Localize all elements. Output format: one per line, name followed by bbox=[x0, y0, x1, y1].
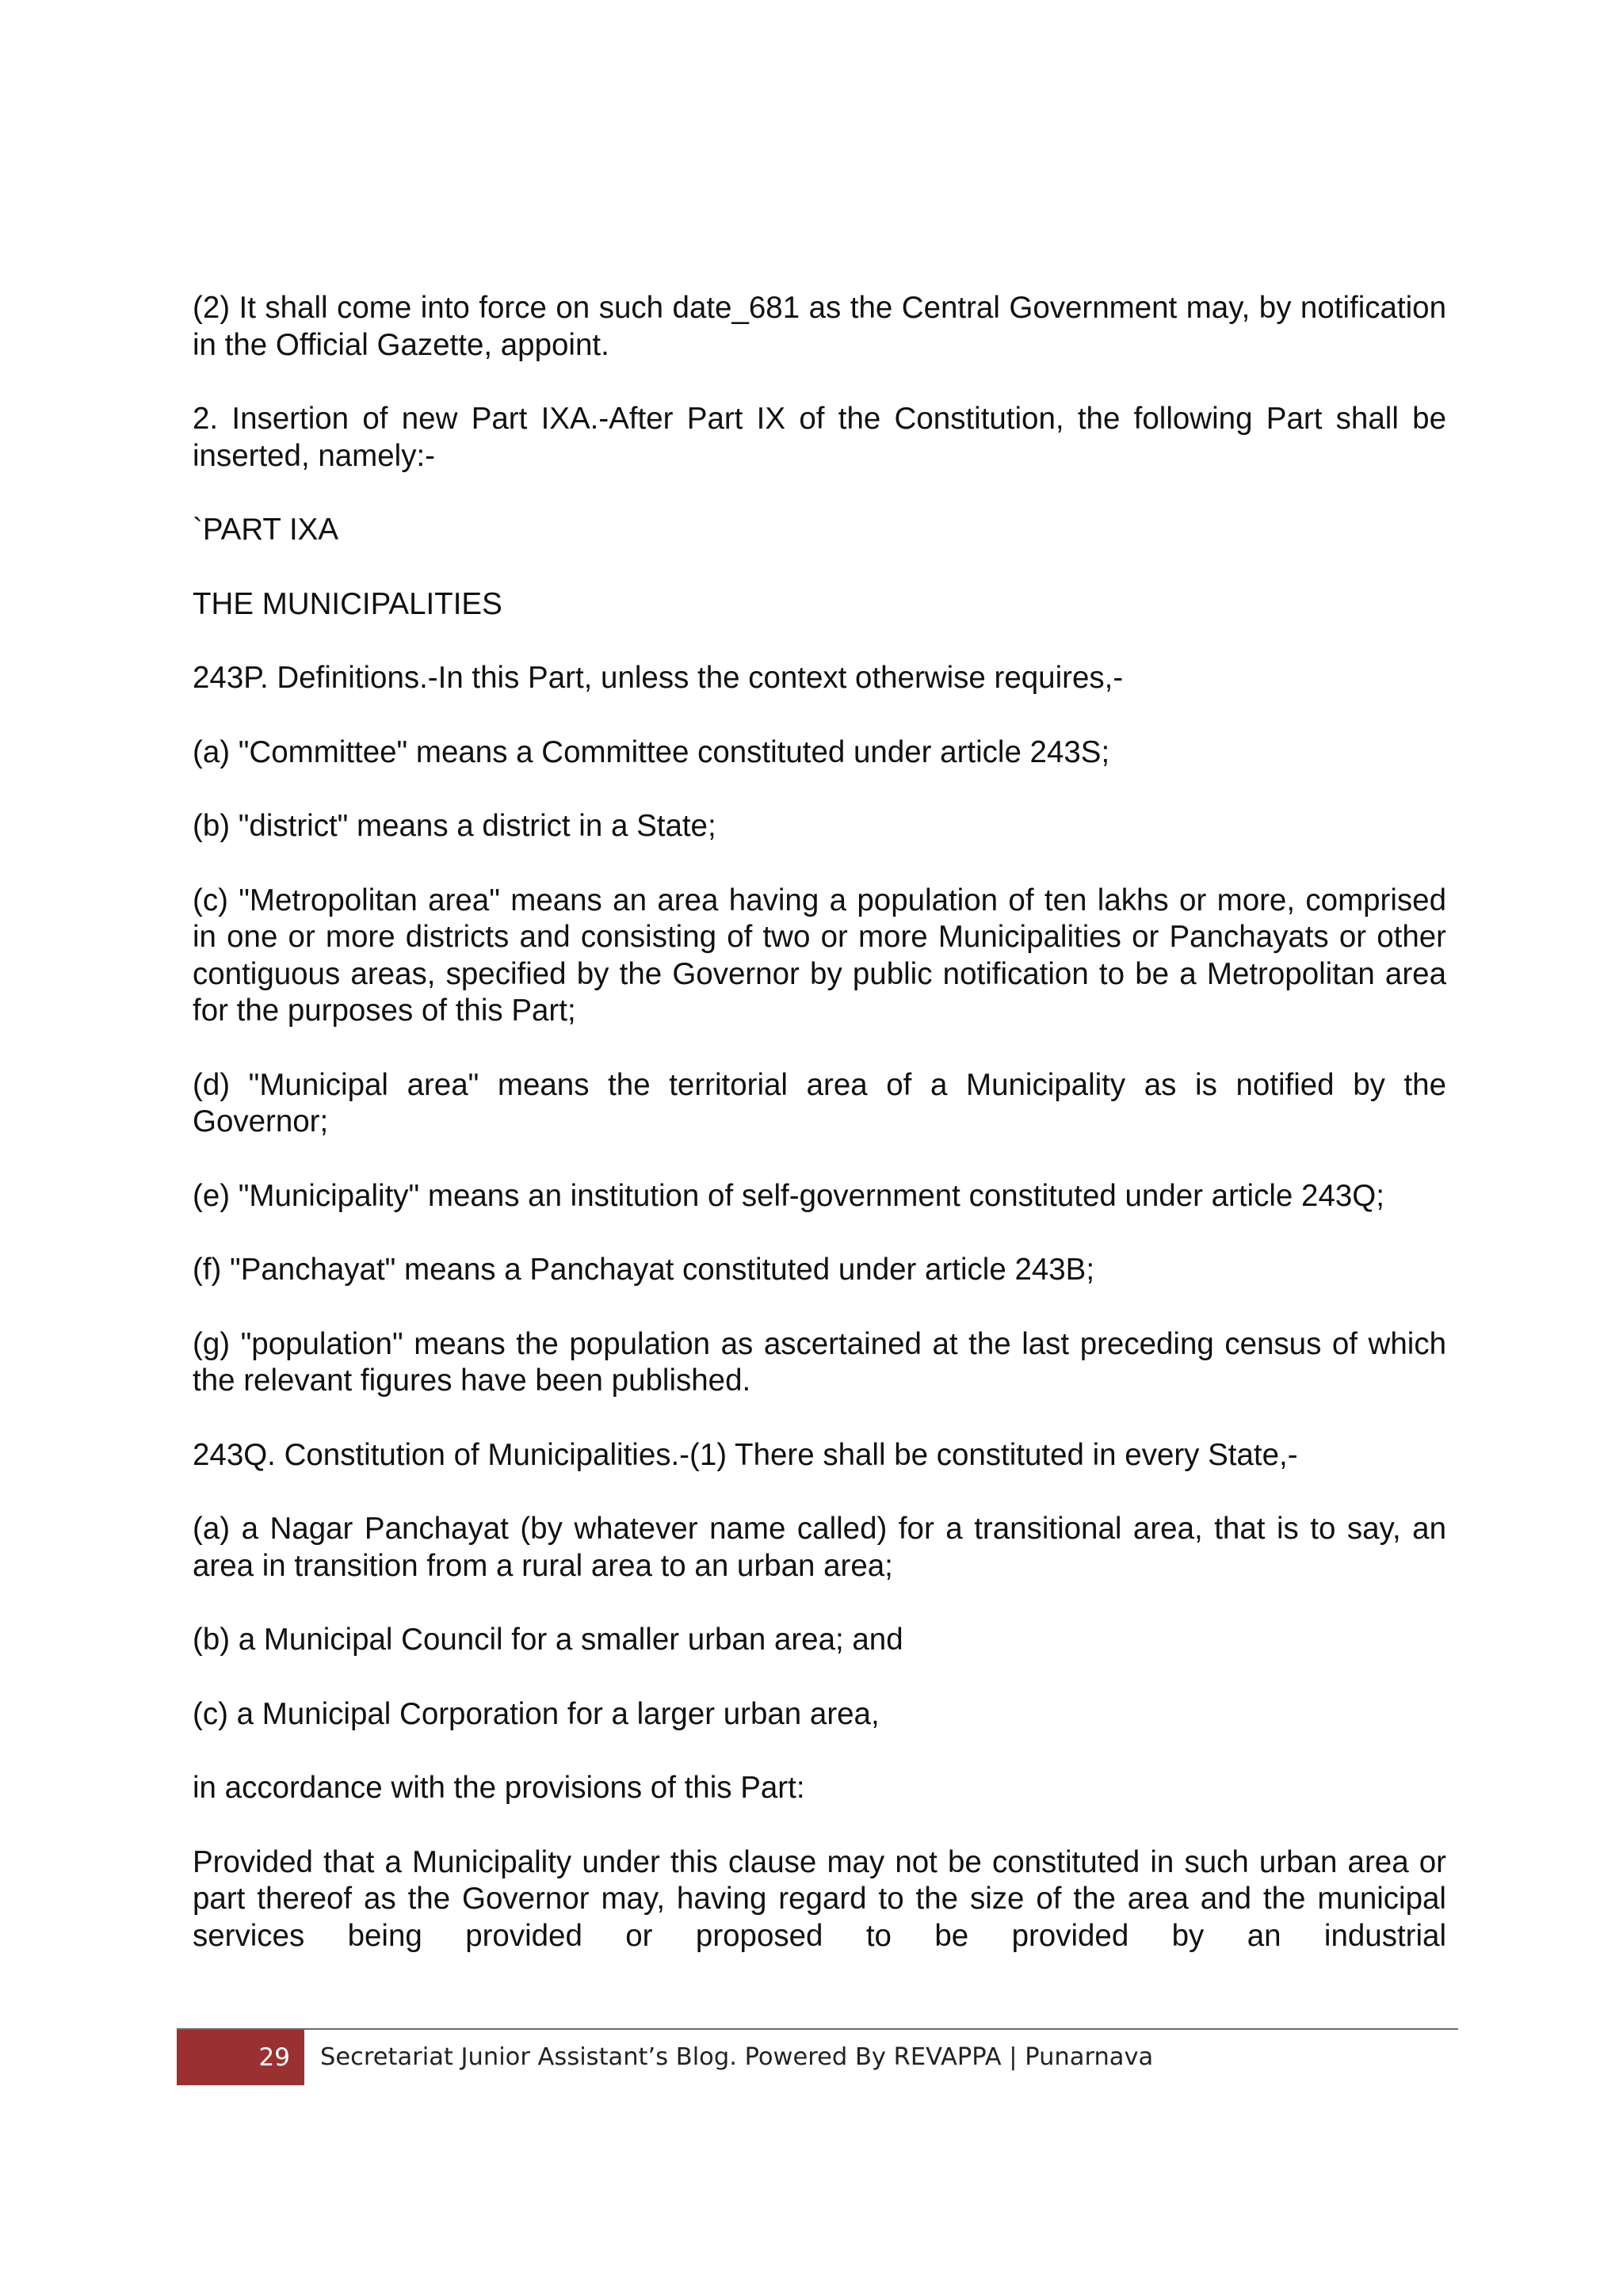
page-number: 29 bbox=[177, 2030, 304, 2085]
definition-item: (f) "Panchayat" means a Panchayat constituted under article 243B; bbox=[193, 1253, 1095, 1287]
definition-item: (e) "Municipality" means an institution of self-government constituted under article 243Q; bbox=[193, 1178, 1384, 1213]
footer-text: Secretariat Junior Assistant’s Blog. Powered By REVAPPA | Punarnava bbox=[320, 2043, 1154, 2071]
definition-item: (g) "population" means the population as ascertained at the last preceding census of which the relevant figures have been published. bbox=[193, 1326, 1446, 1398]
part-heading: `PART IXA bbox=[193, 513, 339, 547]
clause-item: (a) a Nagar Panchayat (by whatever name called) for a transitional area, that is to say, an area in transition from a rural area to an urban area; bbox=[193, 1512, 1446, 1583]
section-title: THE MUNICIPALITIES bbox=[193, 586, 502, 621]
paragraph: 2. Insertion of new Part IXA.-After Part IX of the Constitution, the following Part shall be inserted, namely:- bbox=[193, 402, 1446, 473]
paragraph: 243P. Definitions.-In this Part, unless the context otherwise requires,- bbox=[193, 661, 1124, 695]
paragraph: 243Q. Constitution of Municipalities.-(1) There shall be constituted in every State,- bbox=[193, 1437, 1298, 1472]
clause-item: (c) a Municipal Corporation for a larger urban area, bbox=[193, 1696, 880, 1731]
clause-item: (b) a Municipal Council for a smaller urban area; and bbox=[193, 1623, 903, 1657]
definition-item: (c) "Metropolitan area" means an area having a population of ten lakhs or more, comprised in one or more districts and consisting of two or more Municipalities or Panchayats or other contiguous areas, specified by the Governor by public notification to be a Metropolitan area for the purposes of this Part; bbox=[193, 883, 1446, 1028]
paragraph: (2) It shall come into force on such date_681 as the Central Government may, by notification in the Official Gazette, appoint. bbox=[193, 291, 1446, 362]
definition-item: (b) "district" means a district in a State; bbox=[193, 809, 716, 843]
definition-item: (d) "Municipal area" means the territorial area of a Municipality as is notified by the Governor; bbox=[193, 1067, 1446, 1138]
document-body bbox=[193, 290, 1446, 1955]
paragraph: Provided that a Municipality under this clause may not be constituted in such urban area or part thereof as the Governor may, having regard to the size of the area and the municipal services being provided or proposed to be provided by an industrial bbox=[193, 1844, 1446, 1953]
definition-item: (a) "Committee" means a Committee constituted under article 243S; bbox=[193, 734, 1110, 769]
paragraph: in accordance with the provisions of this Part: bbox=[193, 1771, 805, 1805]
